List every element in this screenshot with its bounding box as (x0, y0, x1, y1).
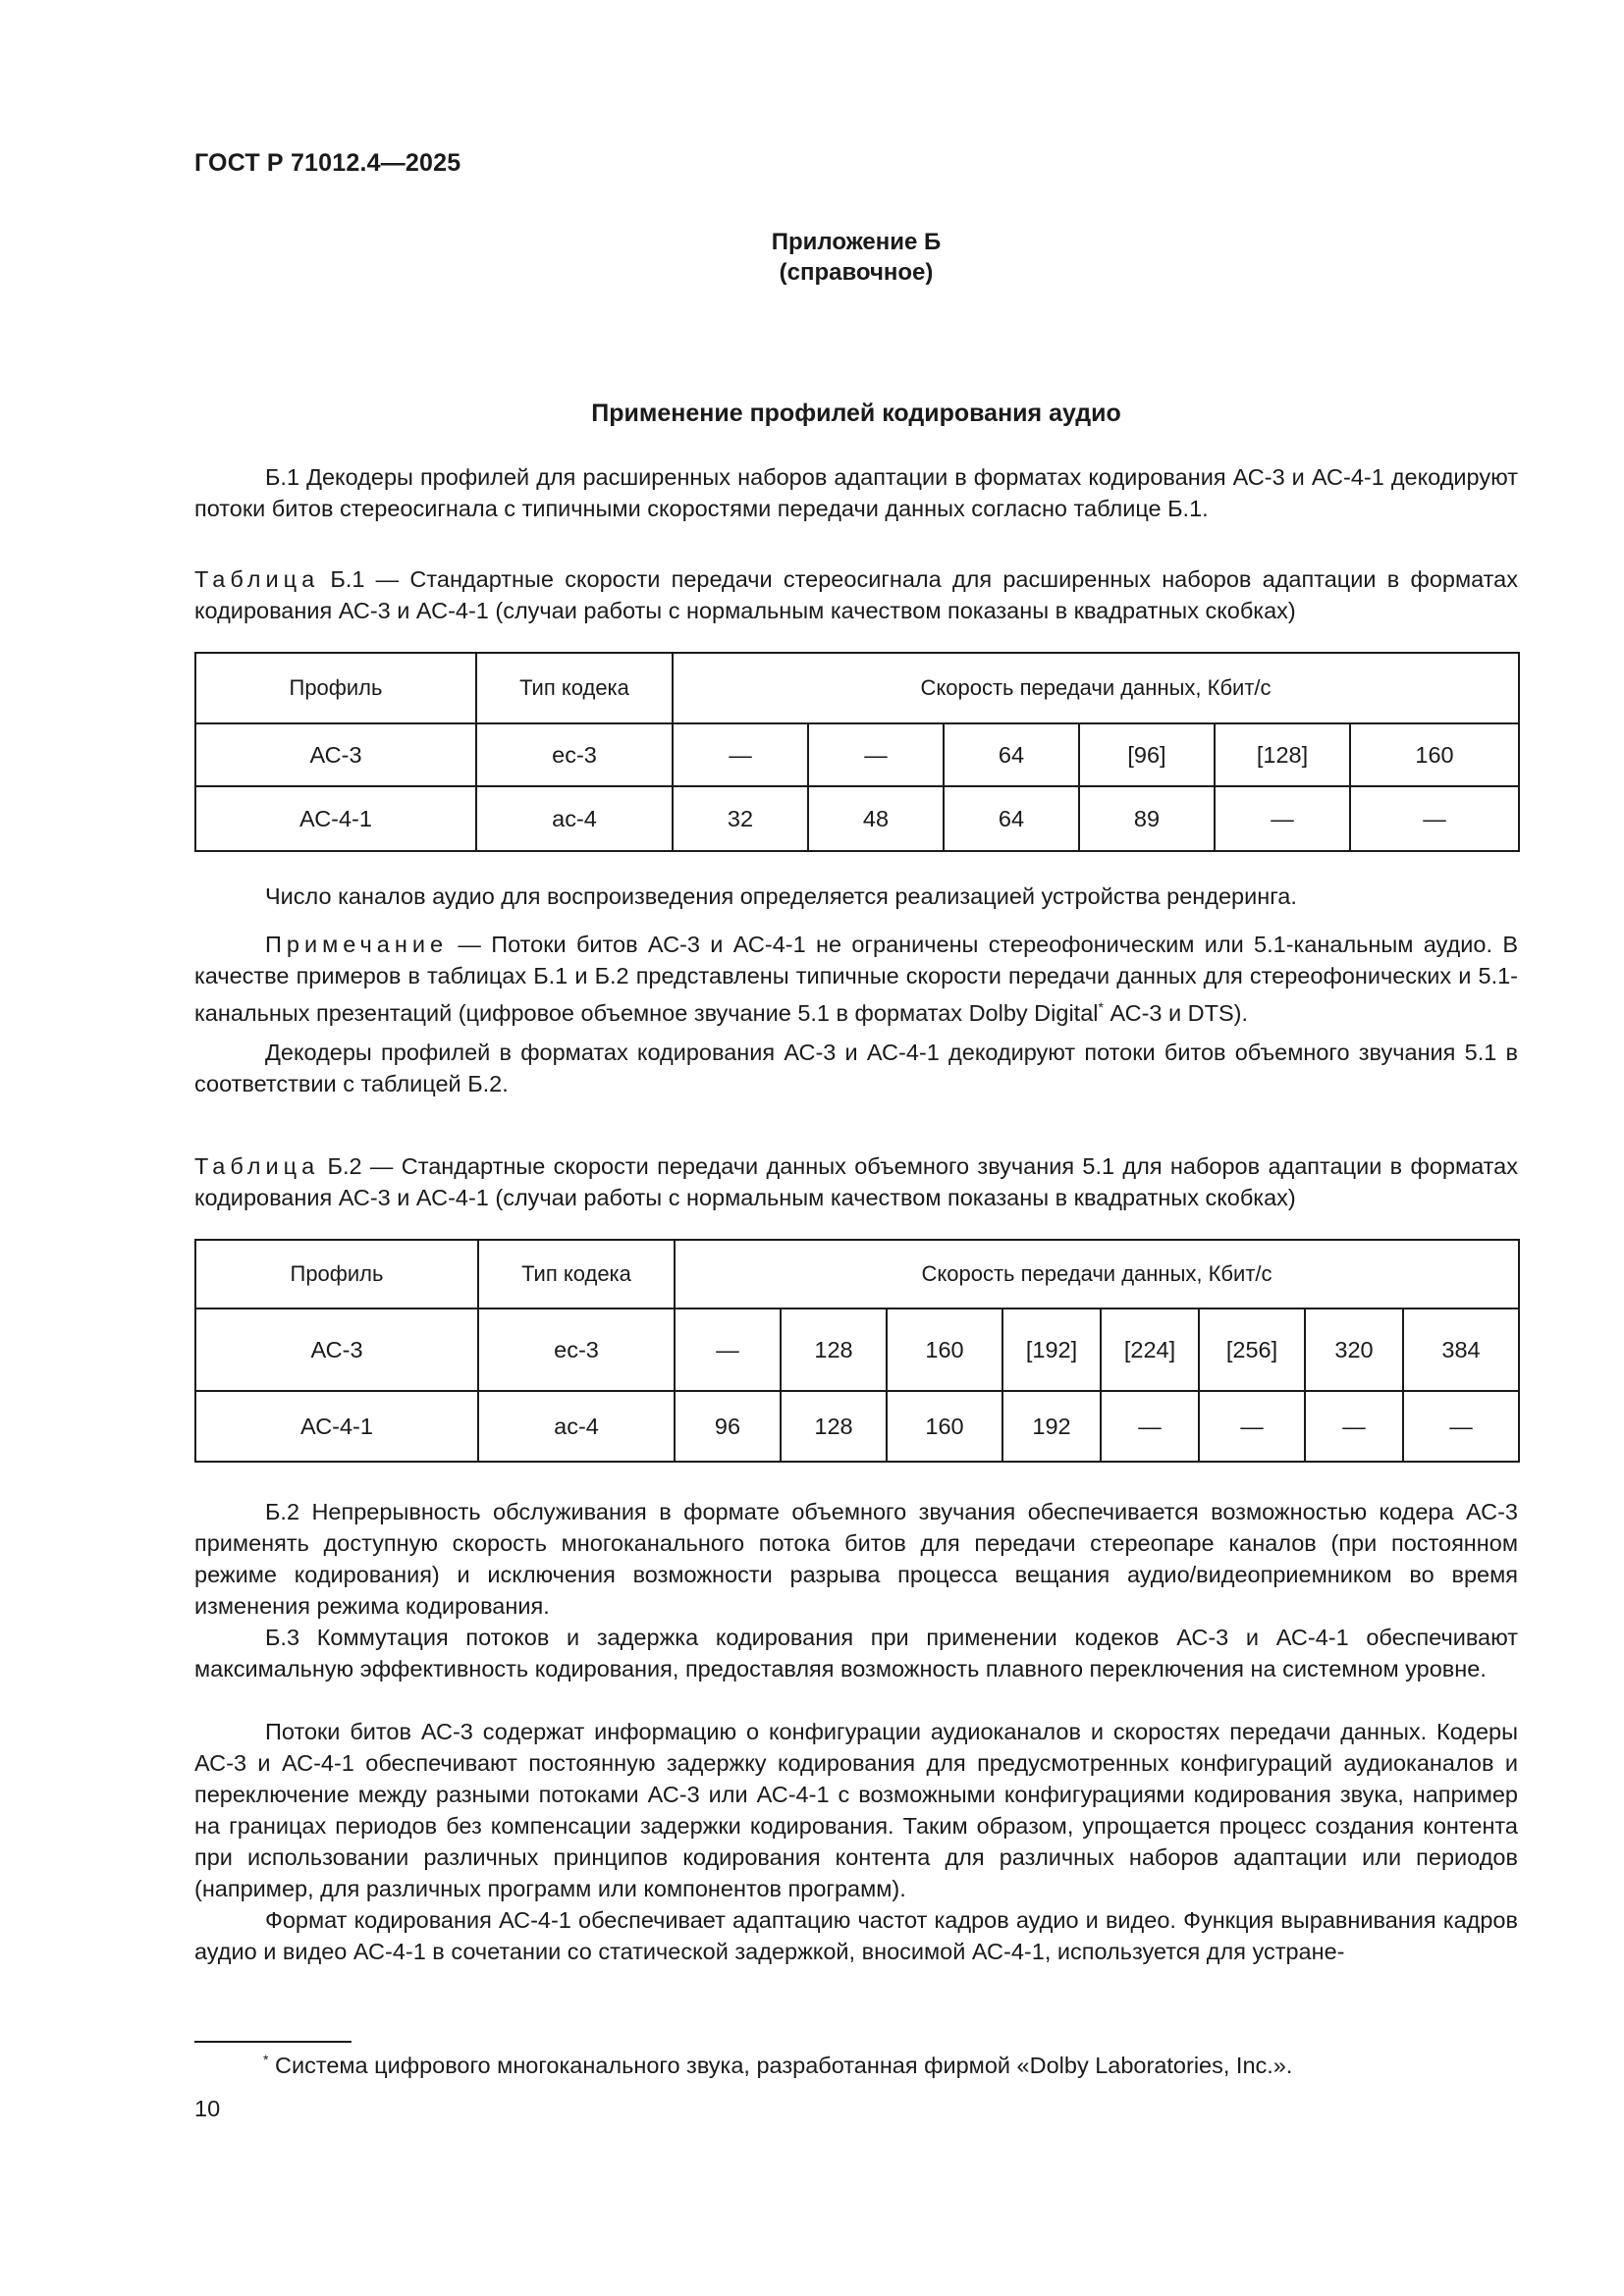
paragraph-ac41: Формат кодирования АС-4-1 обеспечивает адаптацию частот кадров аудио и видео. Функция выравнивания кадров аудио и видео АС-4-1 в сочетании со статической задержкой, вносимой АС-4-1, используется для устране- (194, 1907, 1518, 1964)
table1-header-rate: Скорость передачи данных, Кбит/с (673, 653, 1519, 723)
table2-header-profile: Профиль (195, 1240, 478, 1308)
table1-caption (194, 563, 1518, 626)
table2-cell-rate: [256] (1199, 1308, 1305, 1391)
table1-cell-rate: [96] (1079, 723, 1215, 786)
note (194, 929, 1518, 1029)
table-2 (194, 1239, 1520, 1463)
table1-header-profile: Профиль (195, 653, 476, 723)
paragraph-b1: Б.1 Декодеры профилей для расширенных наборов адаптации в форматах кодирования АС-3 и АС-4-1 декодируют потоки битов стереосигнала с типичными скоростями передачи данных согласно таблице Б.1. (194, 464, 1518, 521)
table-row (195, 786, 1519, 851)
table-row (195, 723, 1519, 786)
table2-cell-rate: — (1305, 1391, 1403, 1462)
paragraph-bitstreams: Потоки битов АС-3 содержат информацию о конфигурации аудиоканалов и скоростях передачи данных. Кодеры АС-3 и АС-4-1 обеспечивают постоянную задержку кодирования для предусмотренных конфигураций аудиоканалов и переключение между разными потоками АС-3 или АС-4-1 с возможными конфигурациями кодирования звука, например на границах периодов без компенсации задержки кодирования. Таким образом, упрощается процесс создания контента при использовании различных принципов кодирования контента для различных наборов адаптации или периодов (например, для различных программ или компонентов программ). (194, 1719, 1518, 1901)
table2-cell-rate: 192 (1002, 1391, 1101, 1462)
section-title: Применение профилей кодирования аудио (591, 400, 1121, 427)
note-text-before: — Потоки битов АС-3 и АС-4-1 не ограничены стереофоническим или 5.1-канальным аудио. В качестве примеров в таблицах Б.1 и Б.2 представлены типичные скорости передачи данных для стереофонических и 5.1-канальных презентаций (цифровое объемное звучание 5.1 в форматах Dolby Digital (194, 932, 1518, 1026)
footnote-mark: * (263, 2052, 269, 2067)
table2-caption (194, 1150, 1518, 1213)
table2-cell-rate: 320 (1305, 1308, 1403, 1391)
table2-cell-rate: 128 (781, 1308, 887, 1391)
table2-cell-rate: 128 (781, 1391, 887, 1462)
footnote-divider (194, 2041, 352, 2043)
table2-cell-codec: ас-4 (478, 1391, 675, 1462)
table2-cell-rate: 160 (887, 1308, 1002, 1391)
table1-cell-rate: — (808, 723, 944, 786)
footnote (263, 2052, 1292, 2079)
table1-cell-profile: АС-3 (195, 723, 476, 786)
table2-cell-codec: ес-3 (478, 1308, 675, 1391)
table2-cell-rate: — (1101, 1391, 1199, 1462)
table1-cell-codec: ес-3 (476, 723, 673, 786)
table1-cell-rate: 160 (1350, 723, 1519, 786)
table2-cell-profile: АС-4-1 (195, 1391, 478, 1462)
table-1 (194, 652, 1520, 852)
table1-caption-label: Таблица (194, 566, 320, 592)
table1-cell-rate: 32 (673, 786, 808, 851)
table1-caption-text: Б.1 — Стандартные скорости передачи стереосигнала для расширенных наборов адаптации в форматах кодирования АС-3 и АС-4-1 (случаи работы с нормальным качеством показаны в квадратных скобках) (194, 566, 1518, 623)
appendix-subtitle: (справочное) (779, 259, 934, 286)
table2-cell-rate: — (1199, 1391, 1305, 1462)
table2-cell-rate: 96 (675, 1391, 781, 1462)
table2-header-rate: Скорость передачи данных, Кбит/с (675, 1240, 1519, 1308)
table2-cell-rate: [224] (1101, 1308, 1199, 1391)
table2-cell-rate: 384 (1403, 1308, 1519, 1391)
footnote-text: Система цифрового многоканального звука, разработанная фирмой «Dolby Laboratories, Inc.». (274, 2052, 1293, 2078)
table1-cell-rate: — (673, 723, 808, 786)
table2-cell-rate: — (1403, 1391, 1519, 1462)
note-text-after: АС-3 и DTS). (1103, 999, 1249, 1026)
table-row (195, 1391, 1519, 1462)
note-label: Примечание (265, 932, 449, 957)
table2-cell-rate: — (675, 1308, 781, 1391)
table1-cell-rate: 89 (1079, 786, 1215, 851)
table1-cell-codec: ас-4 (476, 786, 673, 851)
table1-header-codec: Тип кодека (476, 653, 673, 723)
table2-cell-profile: АС-3 (195, 1308, 478, 1391)
table1-cell-profile: АС-4-1 (195, 786, 476, 851)
table1-cell-rate: — (1215, 786, 1350, 851)
table2-header-codec: Тип кодека (478, 1240, 675, 1308)
appendix-title: Приложение Б (771, 229, 942, 255)
paragraph-b2: Б.2 Непрерывность обслуживания в формате объемного звучания обеспечивается возможностью кодера АС-3 применять доступную скорость многоканального потока битов для передачи стереопаре каналов (при постоянном режиме кодирования) и исключения возможности разрыва процесса вещания аудио/видеоприемником во время изменения режима кодирования. (194, 1499, 1518, 1619)
paragraph-channels: Число каналов аудио для воспроизведения определяется реализацией устройства рендеринга. (265, 883, 1297, 909)
table1-cell-rate: 48 (808, 786, 944, 851)
table-row (195, 1308, 1519, 1391)
document-id: ГОСТ Р 71012.4—2025 (194, 149, 461, 177)
paragraph-b3: Б.3 Коммутация потоков и задержка кодирования при применении кодеков АС-3 и АС-4-1 обеспечивают максимальную эффективность кодирования, предоставляя возможность плавного переключения на системном уровне. (194, 1625, 1518, 1682)
page-number: 10 (194, 2096, 221, 2121)
table2-cell-rate: [192] (1002, 1308, 1101, 1391)
table2-caption-label: Таблица (194, 1153, 320, 1179)
table1-cell-rate: 64 (944, 723, 1079, 786)
table2-caption-text: Б.2 — Стандартные скорости передачи данных объемного звучания 5.1 для наборов адаптации в форматах кодирования АС-3 и АС-4-1 (случаи работы с нормальным качеством показаны в квадратных скобках) (194, 1153, 1518, 1210)
paragraph-surround: Декодеры профилей в форматах кодирования АС-3 и АС-4-1 декодируют потоки битов объемного звучания 5.1 в соответствии с таблицей Б.2. (194, 1040, 1518, 1096)
table1-cell-rate: — (1350, 786, 1519, 851)
table2-cell-rate: 160 (887, 1391, 1002, 1462)
table1-cell-rate: 64 (944, 786, 1079, 851)
table1-cell-rate: [128] (1215, 723, 1350, 786)
footnote-ref-mark: * (1098, 999, 1104, 1015)
